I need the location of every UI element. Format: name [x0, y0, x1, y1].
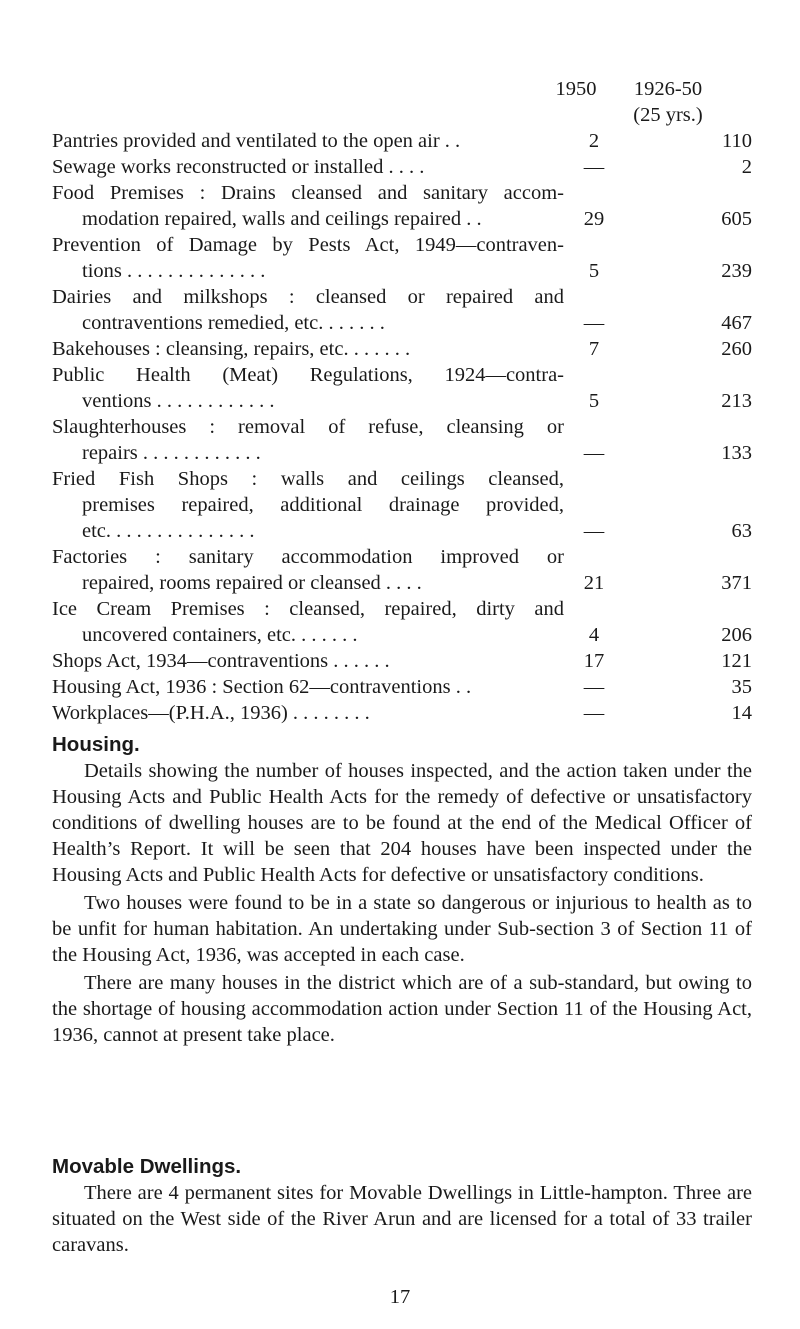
value-1950: 2 — [588, 130, 600, 152]
value-1950: — — [583, 520, 605, 542]
row-label — [52, 674, 564, 700]
value-1926-50: 260 — [721, 338, 752, 360]
value-1926-50: 35 — [731, 676, 752, 698]
table-row — [52, 700, 752, 726]
value-1926-50: 2 — [741, 156, 752, 178]
value-1926-50: 110 — [722, 130, 752, 152]
value-1950: — — [583, 312, 605, 334]
table-row — [52, 362, 752, 414]
housing-section — [52, 732, 752, 1048]
row-label-line: Ice Cream Premises : cleansed, repaired, dirty and — [52, 598, 564, 620]
row-label-line: contraventions remedied, etc. . . . . . . — [82, 312, 385, 334]
table-row — [52, 128, 752, 154]
value-1926-50: 121 — [721, 650, 752, 672]
value-1950: 4 — [588, 624, 600, 646]
table-row — [52, 336, 752, 362]
value-1950: — — [583, 702, 605, 724]
row-label-line: Workplaces—(P.H.A., 1936) . . . . . . . . — [52, 702, 370, 724]
table-row — [52, 596, 752, 648]
inspection-table — [52, 128, 752, 726]
value-1950: — — [583, 442, 605, 464]
value-1950: — — [583, 156, 605, 178]
column-header-1926-50: 1926-50 — [633, 78, 703, 100]
row-label-line: uncovered containers, etc. . . . . . . — [82, 624, 358, 646]
row-label-line: Pantries provided and ventilated to the open air . . — [52, 130, 461, 152]
row-label-line: Factories : sanitary accommodation improved or — [52, 546, 564, 568]
value-1950: 7 — [588, 338, 600, 360]
row-label — [52, 414, 564, 466]
column-header-subtitle: (25 yrs.) — [633, 104, 703, 126]
row-label-line: tions . . . . . . . . . . . . . . — [82, 260, 266, 282]
row-label — [52, 362, 564, 414]
table-row — [52, 648, 752, 674]
row-label-line: etc. . . . . . . . . . . . . . . — [82, 520, 255, 542]
row-label — [52, 336, 564, 362]
row-label-line: repairs . . . . . . . . . . . . — [82, 442, 261, 464]
housing-paragraph: There are many houses in the district which are of a sub-standard, but owing to the shortage of housing accommodation action under Section 11 of the Housing Act, 1936, cannot at present take place. — [52, 972, 752, 1046]
table-row — [52, 232, 752, 284]
table-row — [52, 544, 752, 596]
table-row — [52, 154, 752, 180]
row-label — [52, 232, 564, 284]
row-label-line: Housing Act, 1936 : Section 62—contraventions . . — [52, 676, 472, 698]
value-1950: 21 — [583, 572, 605, 594]
row-label — [52, 466, 564, 544]
housing-paragraph: Two houses were found to be in a state so dangerous or injurious to health as to be unfit for human habitation. An undertaking under Sub-section 3 of Section 11 of the Housing Act, 1936, was accepted in each case. — [52, 892, 752, 966]
row-label-line: Slaughterhouses : removal of refuse, cleansing or — [52, 416, 564, 438]
row-label — [52, 596, 564, 648]
housing-paragraph: Details showing the number of houses inspected, and the action taken under the Housing Acts and Public Health Acts for the remedy of defective or unsatisfactory conditions of dwelling houses are to be found at the end of the Medical Officer of Health’s Report. It will be seen that 204 houses have been inspected under the Housing Acts and Public Health Acts for defective or unsatisfactory conditions. — [52, 760, 752, 886]
row-label-line: Food Premises : Drains cleansed and sanitary accom- — [52, 182, 564, 204]
movable-dwellings-heading: Movable Dwellings. — [52, 1155, 242, 1178]
value-1926-50: 63 — [731, 520, 752, 542]
column-header-1950: 1950 — [555, 78, 597, 100]
row-label — [52, 154, 564, 180]
value-1926-50: 467 — [721, 312, 752, 334]
movable-dwellings-paragraph: There are 4 permanent sites for Movable Dwellings in Little-hampton. Three are situated on the West side of the River Arun and are licensed for a total of 33 trailer caravans. — [52, 1182, 752, 1256]
row-label-line: ventions . . . . . . . . . . . . — [82, 390, 275, 412]
value-1926-50: 239 — [721, 260, 752, 282]
row-label-line: Fried Fish Shops : walls and ceilings cleansed, — [52, 468, 564, 490]
table-row — [52, 414, 752, 466]
row-label-line: Dairies and milkshops : cleansed or repaired and — [52, 286, 564, 308]
row-label-line: modation repaired, walls and ceilings repaired . . — [82, 208, 482, 230]
row-label — [52, 648, 564, 674]
row-label-line: repaired, rooms repaired or cleansed . . . . — [82, 572, 422, 594]
row-label-line: Bakehouses : cleansing, repairs, etc. . . . . . . — [52, 338, 411, 360]
page-number: 17 — [389, 1286, 411, 1308]
row-label-line: Public Health (Meat) Regulations, 1924—contra- — [52, 364, 564, 386]
table-row — [52, 284, 752, 336]
value-1950: 5 — [588, 260, 600, 282]
row-label-line: Shops Act, 1934—contraventions . . . . . . — [52, 650, 390, 672]
value-1926-50: 14 — [731, 702, 752, 724]
value-1950: 17 — [583, 650, 605, 672]
value-1950: — — [583, 676, 605, 698]
row-label — [52, 700, 564, 726]
value-1926-50: 206 — [721, 624, 752, 646]
row-label — [52, 284, 564, 336]
housing-heading: Housing. — [52, 733, 140, 756]
value-1926-50: 133 — [721, 442, 752, 464]
movable-dwellings-section — [52, 1154, 752, 1258]
table-row — [52, 466, 752, 544]
value-1950: 5 — [588, 390, 600, 412]
value-1926-50: 213 — [721, 390, 752, 412]
row-label-line: Sewage works reconstructed or installed . . . . — [52, 156, 425, 178]
value-1950: 29 — [583, 208, 605, 230]
row-label-line: Prevention of Damage by Pests Act, 1949—contraven- — [52, 234, 564, 256]
row-label-line: premises repaired, additional drainage provided, — [82, 494, 564, 516]
value-1926-50: 371 — [721, 572, 752, 594]
row-label — [52, 544, 564, 596]
row-label — [52, 180, 564, 232]
table-row — [52, 180, 752, 232]
row-label — [52, 128, 564, 154]
table-row — [52, 674, 752, 700]
value-1926-50: 605 — [721, 208, 752, 230]
